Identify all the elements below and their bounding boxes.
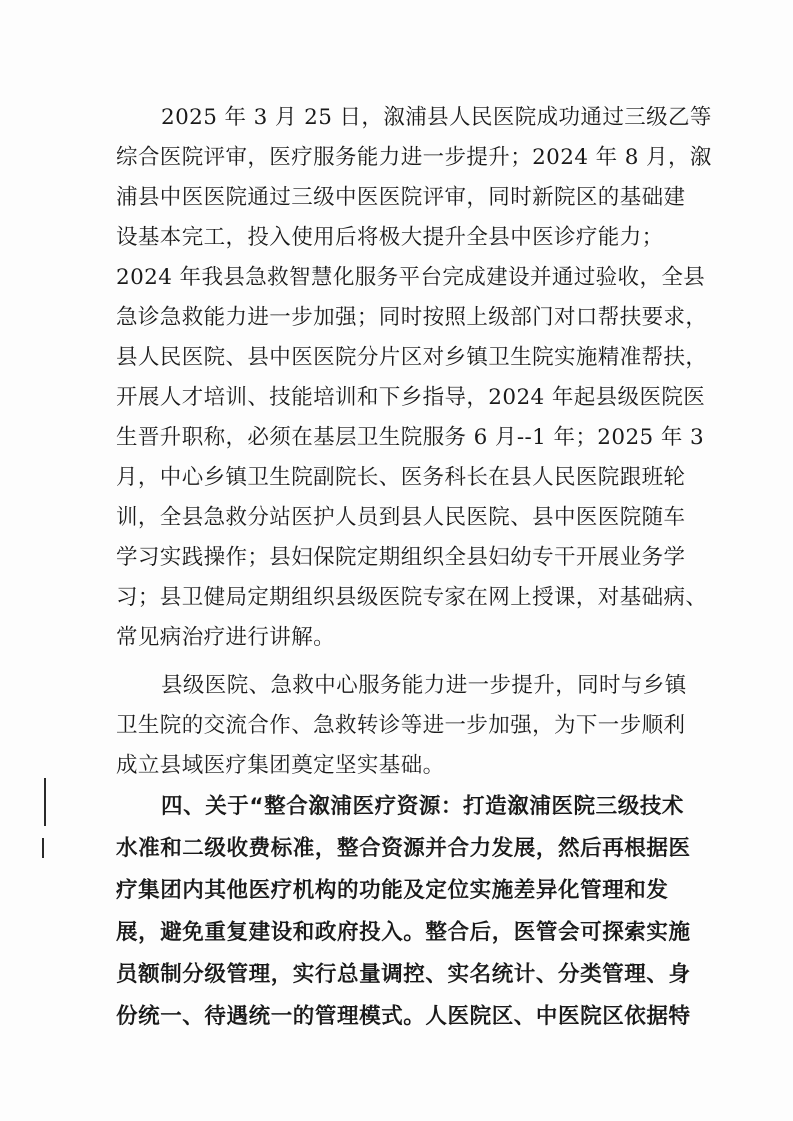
text-line: 习；县卫健局定期组织县级医院专家在网上授课，对基础病、: [116, 585, 708, 610]
bold-text-line: 疗集团内其他医疗机构的功能及定位实施差异化管理和发: [116, 878, 669, 903]
text-line: 成立县域医疗集团奠定坚实基础。: [116, 753, 445, 778]
bold-text-line: 员额制分级管理，实行总量调控、实名统计、分类管理、身: [116, 962, 691, 987]
text-line: 县级医院、急救中心服务能力进一步提升，同时与乡镇: [161, 673, 687, 698]
bold-text-line: 份统一、待遇统一的管理模式。人医院区、中医院区依据特: [116, 1004, 691, 1029]
text-line: 开展人才培训、技能培训和下乡指导，2024 年起县级医院医: [116, 385, 706, 410]
text-line: 综合医院评审，医疗服务能力进一步提升；2024 年 8 月，溆: [116, 145, 712, 170]
bold-text-line: 展，避免重复建设和政府投入。整合后，医管会可探索实施: [116, 920, 691, 945]
text-line: 生晋升职称，必须在基层卫生院服务 6 月--1 年；2025 年 3: [116, 425, 705, 450]
text-line: 卫生院的交流合作、急救转诊等进一步加强，为下一步顺利: [116, 713, 686, 738]
scan-mark: [42, 838, 44, 858]
bold-text-line: 四、关于“整合溆浦医疗资源：打造溆浦医院三级技术: [161, 794, 685, 819]
text-line: 县人民医院、县中医医院分片区对乡镇卫生院实施精准帮扶，: [116, 345, 708, 370]
text-line: 月，中心乡镇卫生院副院长、医务科长在县人民医院跟班轮: [116, 465, 686, 490]
text-line: 2024 年我县急救智慧化服务平台完成建设并通过验收，全县: [116, 265, 706, 290]
scan-mark: [44, 778, 46, 826]
text-line: 设基本完工，投入使用后将极大提升全县中医诊疗能力；: [116, 225, 664, 250]
text-line: 学习实践操作；县妇保院定期组织全县妇幼专干开展业务学: [116, 545, 686, 570]
text-line: 常见病治疗进行讲解。: [116, 625, 336, 650]
text-line: 急诊急救能力进一步加强；同时按照上级部门对口帮扶要求，: [116, 305, 708, 330]
bold-text-line: 水准和二级收费标准，整合资源并合力发展，然后再根据医: [116, 836, 691, 861]
text-line: 训，全县急救分站医护人员到县人民医院、县中医医院随车: [116, 505, 686, 530]
text-line: 2025 年 3 月 25 日，溆浦县人民医院成功通过三级乙等: [161, 105, 712, 130]
text-line: 浦县中医医院通过三级中医医院评审，同时新院区的基础建: [116, 185, 686, 210]
